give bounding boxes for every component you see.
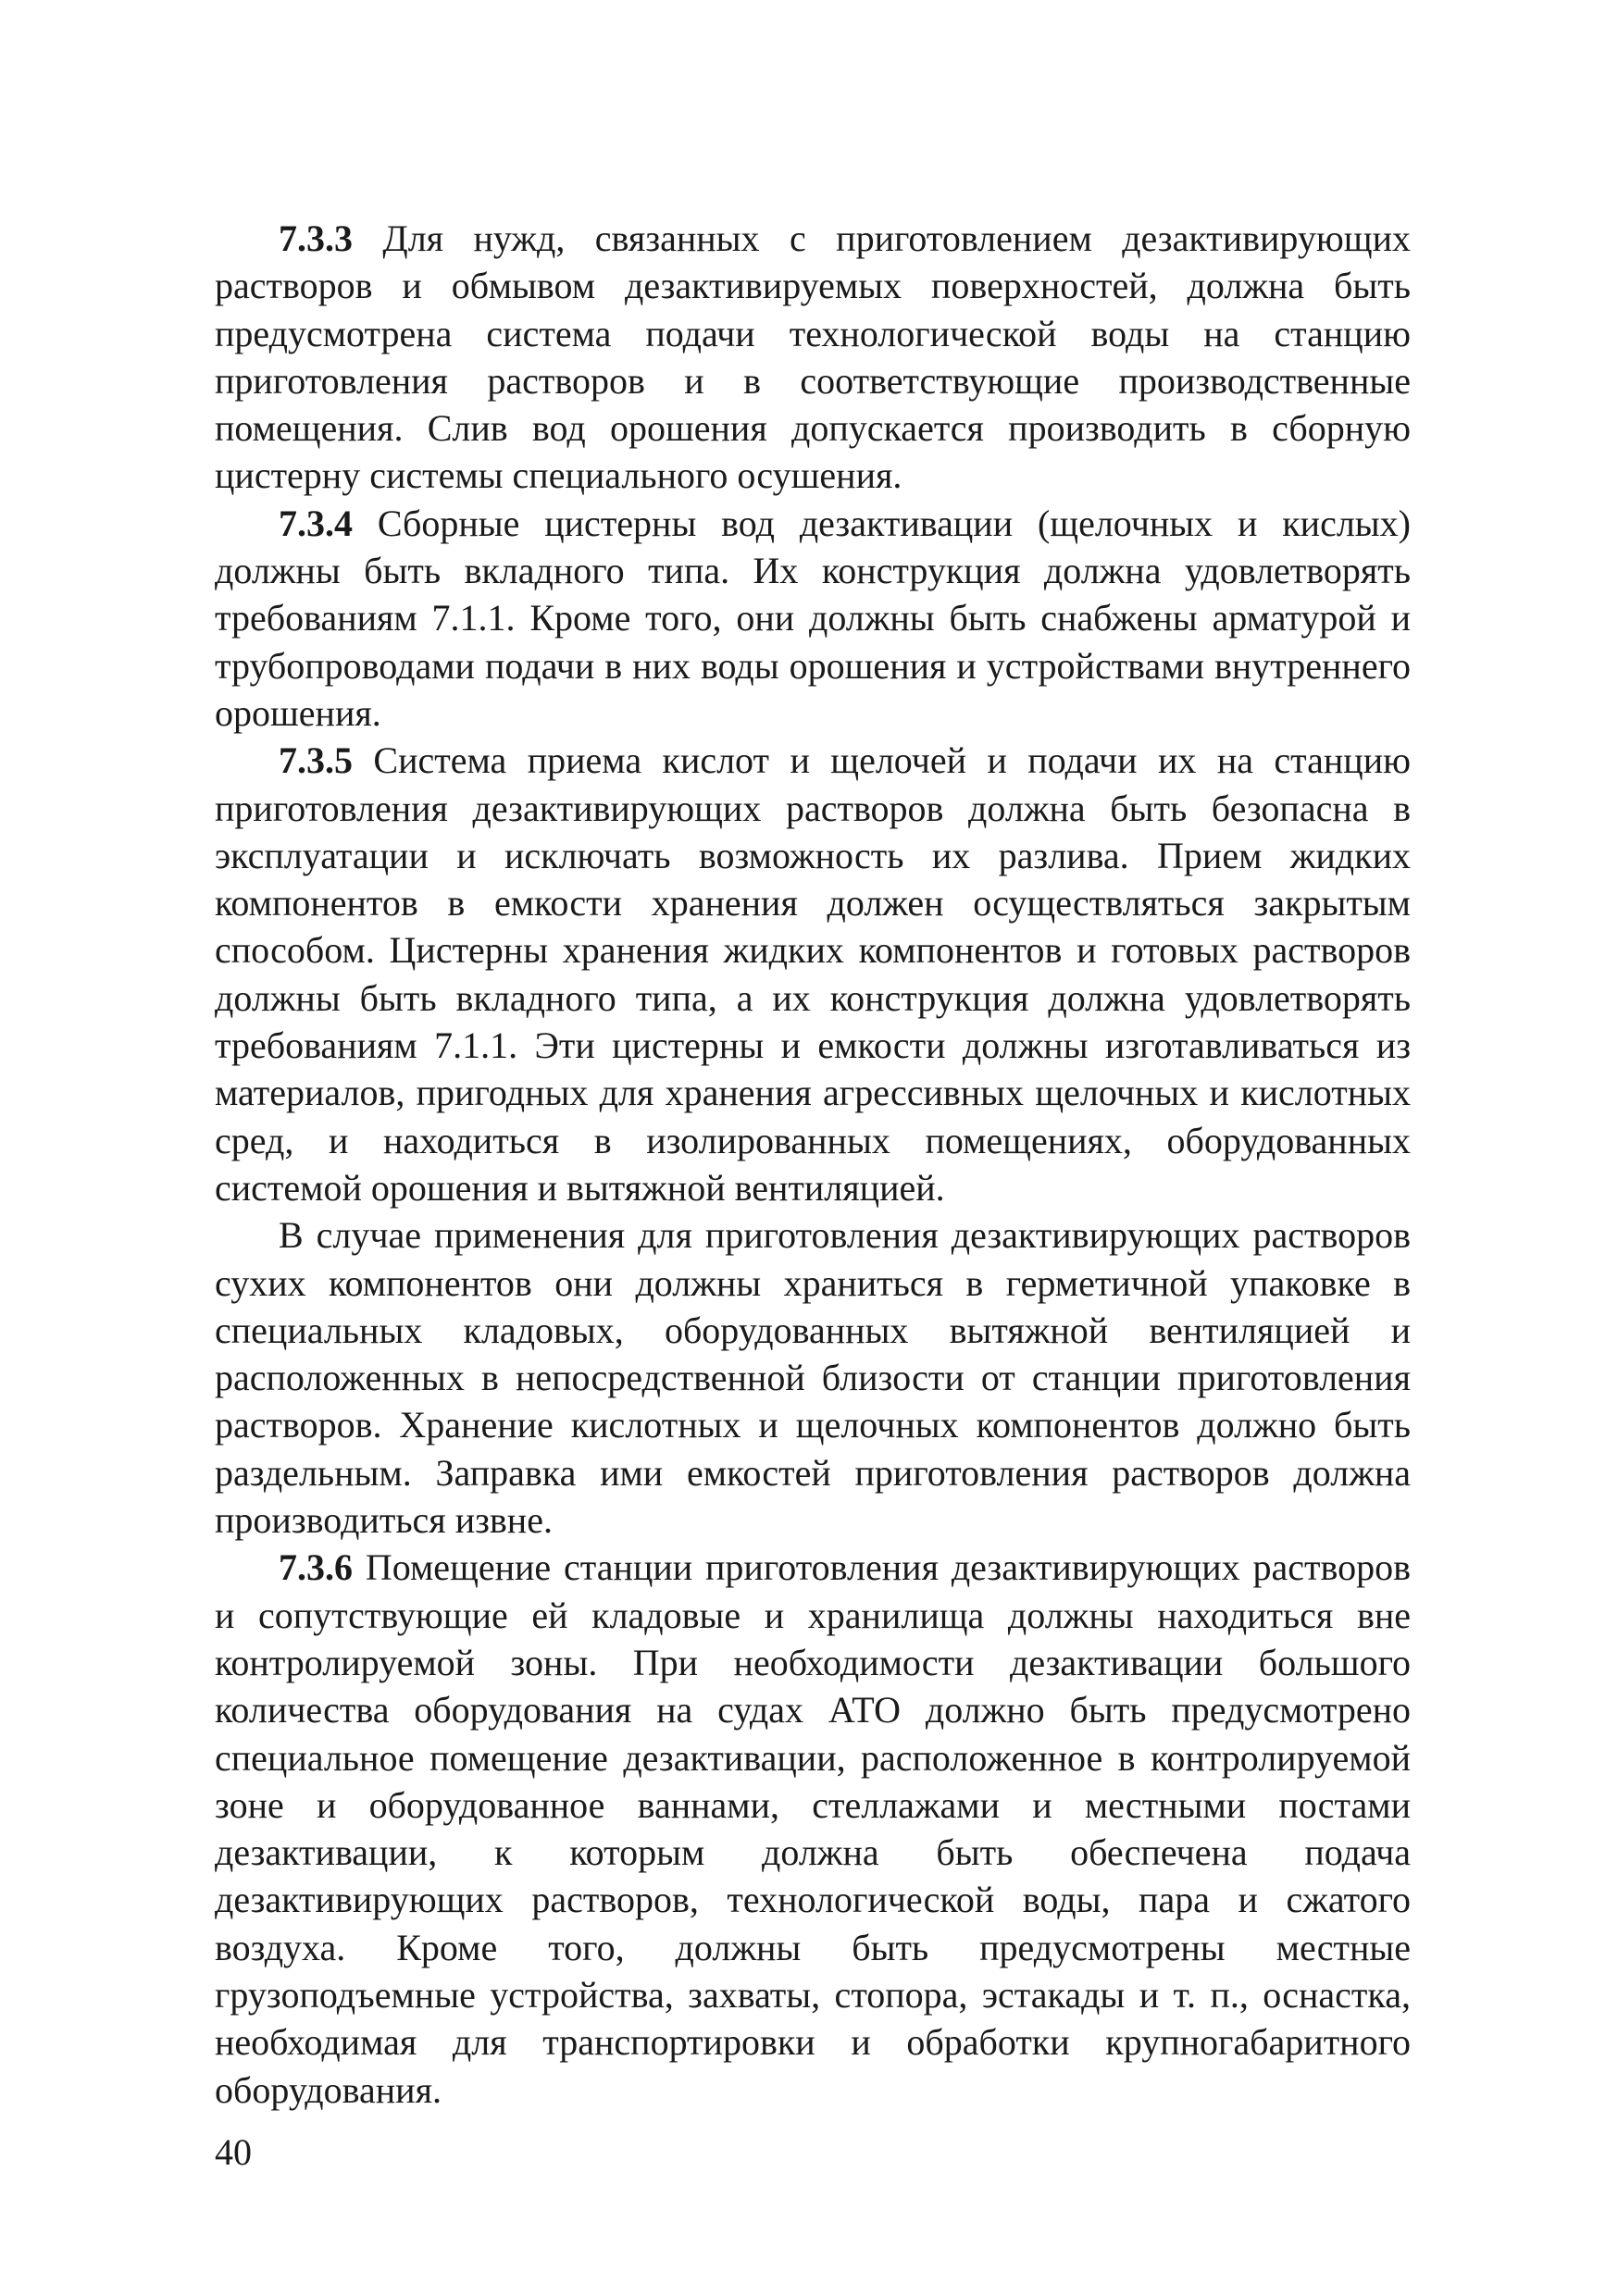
section-number: 7.3.3 [279, 217, 353, 259]
page-number: 40 [215, 2131, 252, 2173]
paragraph-dry-components [215, 1211, 1411, 1544]
paragraph-7-3-3 [215, 215, 1411, 500]
paragraph-7-3-4 [215, 500, 1411, 737]
page-body [215, 215, 1411, 2114]
paragraph-text: Сборные цистерны вод дезактивации (щелочных и кислых) должны быть вкладного типа. Их конструкция должна удовлетворять требованиям 7.1.1. Кроме того, они должны быть снабжены арматурой и трубопроводами подачи в них воды орошения и устройствами внутреннего орошения. [215, 502, 1411, 734]
paragraph-text: В случае применения для приготовления дезактивирующих растворов сухих компонентов они должны храниться в герметичной упаковке в специальных кладовых, оборудованных вытяжной вентиляцией и расположенных в непосредственной близости от станции приготовления растворов. Хранение кислотных и щелочных компонентов должно быть раздельным. Заправка ими емкостей приготовления растворов должна производиться извне. [215, 1214, 1411, 1542]
section-number: 7.3.6 [279, 1546, 353, 1589]
section-number: 7.3.4 [279, 502, 353, 544]
paragraph-text: Для нужд, связанных с приготовлением дезактивирующих растворов и обмывом дезактивируемых поверхностей, должна быть предусмотрена система подачи технологической воды на станцию приготовления растворов и в соответствующие производственные помещения. Слив вод орошения допускается производить в сборную цистерну системы специального осушения. [215, 217, 1411, 497]
paragraph-text: Помещение станции приготовления дезактивирующих растворов и сопутствующие ей кладовые и хранилища должны находиться вне контролируемой зоны. При необходимости дезактивации большого количества оборудования на судах АТО должно быть предусмотрено специальное помещение дезактивации, расположенное в контролируемой зоне и оборудованное ваннами, стеллажами и местными постами дезактивации, к которым должна быть обеспечена подача дезактивирующих растворов, технологической воды, пара и сжатого воздуха. Кроме того, должны быть предусмотрены местные грузоподъемные устройства, захваты, стопора, эстакады и т. п., оснастка, необходимая для транспортировки и обработки крупногабаритного оборудования. [215, 1546, 1411, 2111]
section-number: 7.3.5 [279, 739, 353, 782]
paragraph-text: Система приема кислот и щелочей и подачи их на станцию приготовления дезактивирующих растворов должна быть безопасна в эксплуатации и исключать возможность их разлива. Прием жидких компонентов в емкости хранения должен осуществляться закрытым способом. Цистерны хранения жидких компонентов и готовых растворов должны быть вкладного типа, а их конструкция должна удовлетворять требованиям 7.1.1. Эти цистерны и емкости должны изготавливаться из материалов, пригодных для хранения агрессивных щелочных и кислотных сред, и находиться в изолированных помещениях, оборудованных системой орошения и вытяжной вентиляцией. [215, 739, 1411, 1209]
paragraph-7-3-5 [215, 737, 1411, 1211]
paragraph-7-3-6 [215, 1544, 1411, 2114]
